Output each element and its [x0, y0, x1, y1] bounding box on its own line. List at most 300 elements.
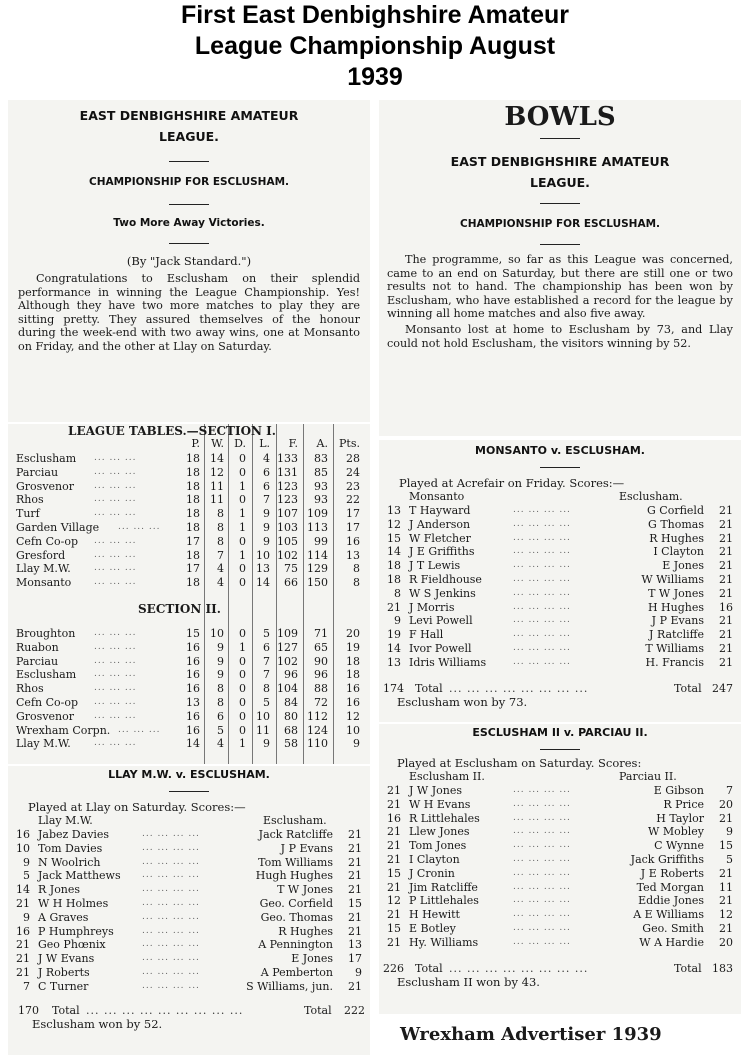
- home-score: 16: [387, 811, 401, 825]
- table-cell: 1: [239, 520, 246, 534]
- team-name: Broughton: [16, 627, 76, 640]
- table-cell: 110: [307, 737, 328, 751]
- home-player: C Turner: [38, 979, 89, 993]
- score-row: 19 F Hall ... ... ... ... J Ratcliffe 21: [379, 628, 741, 642]
- away-player: J P Evans: [280, 841, 333, 855]
- table-cell: 123: [277, 479, 298, 493]
- home-player: J W Jones: [409, 784, 462, 797]
- away-score: 21: [719, 655, 733, 669]
- team-name: Parciau: [16, 465, 59, 479]
- table-cell: 66: [284, 576, 298, 590]
- table-cell: 71: [314, 627, 328, 640]
- table-row: Grosvenor ... ... ... 16 6 0 10 80 112 12: [16, 709, 360, 723]
- score-row: 5 Jack Matthews ... ... ... ... Hugh Hughes 21: [8, 869, 370, 883]
- score-row: 18 R Fieldhouse ... ... ... ... W Williams 21: [379, 573, 741, 587]
- table-cell: 8: [353, 562, 360, 576]
- league-table-header: [8, 437, 370, 451]
- table-cell: 8: [217, 520, 224, 534]
- table-cell: 10: [256, 709, 270, 723]
- table-cell: 114: [307, 548, 328, 562]
- team-name: Ruabon: [16, 640, 59, 654]
- away-player: R Hughes: [649, 531, 704, 545]
- home-score: 12: [387, 894, 401, 908]
- table-cell: 4: [217, 562, 224, 576]
- parciau-home-team: Esclusham II.: [409, 770, 485, 783]
- away-score: 9: [726, 825, 733, 839]
- table-cell: 5: [217, 723, 224, 737]
- table-cell: 105: [277, 534, 298, 548]
- table-cell: 14: [256, 576, 270, 590]
- monsanto-match-clipping: [379, 440, 741, 722]
- table-cell: 18: [186, 493, 200, 507]
- league-tables-clipping: [8, 424, 370, 764]
- away-player: Geo. Smith: [642, 921, 704, 935]
- left-article-clipping: [8, 100, 370, 422]
- home-player: Llew Jones: [409, 825, 470, 839]
- table-cell: 20: [346, 627, 360, 640]
- table-cell: 0: [239, 723, 246, 737]
- team-name: Rhos: [16, 493, 44, 507]
- table-cell: 8: [217, 695, 224, 709]
- table-cell: 8: [217, 507, 224, 521]
- league-tables-title: LEAGUE TABLES.—SECTION I.: [68, 424, 276, 438]
- away-score: 21: [719, 921, 733, 935]
- away-player: G Corfield: [647, 504, 704, 517]
- table-cell: 16: [346, 534, 360, 548]
- away-score: 16: [719, 600, 733, 614]
- table-row: Esclusham ... ... ... 18 14 0 4 133 83 28: [16, 452, 360, 465]
- score-row: 8 W S Jenkins ... ... ... ... T W Jones 21: [379, 587, 741, 601]
- away-player: H. Francis: [645, 655, 704, 669]
- away-player: R Hughes: [278, 924, 333, 938]
- away-player: A Pennington: [258, 938, 333, 952]
- table-cell: 6: [217, 709, 224, 723]
- away-score: 11: [719, 880, 733, 894]
- team-name: Esclusham: [16, 452, 77, 465]
- monsanto-home-team: Monsanto: [409, 490, 465, 503]
- table-header-cell: D.: [234, 437, 246, 450]
- table-cell: 9: [263, 534, 270, 548]
- team-name: Gresford: [16, 548, 66, 562]
- home-score: 21: [387, 839, 401, 853]
- table-cell: 19: [346, 640, 360, 654]
- score-row: 21 W H Holmes ... ... ... ... Geo. Corfield 15: [8, 897, 370, 911]
- home-score: 21: [16, 896, 30, 910]
- away-score: 21: [348, 883, 362, 897]
- home-player: Jack Matthews: [38, 869, 121, 883]
- table-cell: 12: [210, 465, 224, 479]
- away-player: A E Williams: [633, 908, 704, 922]
- score-row: 16 R Littlehales ... ... ... ... H Taylor 21: [379, 812, 741, 826]
- score-row: 13 T Hayward ... ... ... ... G Corfield 21: [379, 504, 741, 518]
- score-row: 12 P Littlehales ... ... ... ... Eddie Jones 21: [379, 894, 741, 908]
- away-player: Hugh Hughes: [255, 869, 333, 883]
- home-player: J Anderson: [409, 517, 471, 531]
- away-score: 21: [348, 828, 362, 841]
- table-cell: 18: [186, 479, 200, 493]
- table-row: Cefn Co-op ... ... ... 13 8 0 5 84 72 16: [16, 695, 360, 709]
- bowls-body: The programme, so far as this League was concerned, came to an end on Saturday, but there are still one or two results not to hand. The championship has been won by Esclusham, who have established a record for the league by winning all home matches and also five away.: [387, 253, 733, 321]
- away-score: 21: [348, 841, 362, 855]
- table-cell: 1: [239, 640, 246, 654]
- home-player: R Jones: [38, 883, 81, 897]
- home-score: 18: [387, 572, 401, 586]
- table-cell: 14: [210, 452, 224, 465]
- table-cell: 124: [307, 723, 328, 737]
- away-player: H Hughes: [647, 600, 704, 614]
- table-row: Cefn Co-op ... ... ... 17 8 0 9 105 99 16: [16, 534, 360, 548]
- away-player: J Ratcliffe: [649, 628, 704, 642]
- table-cell: 90: [314, 654, 328, 668]
- monsanto-score-list: [379, 504, 741, 670]
- away-player: S Williams, jun.: [246, 979, 333, 993]
- home-player: R Fieldhouse: [409, 572, 482, 586]
- home-player: J T Lewis: [409, 559, 461, 573]
- away-player: H Taylor: [656, 811, 704, 825]
- away-score: 21: [719, 572, 733, 586]
- parciau-match-intro: Played at Esclusham on Saturday. Scores:: [397, 756, 642, 770]
- home-score: 21: [16, 952, 30, 966]
- table-cell: 18: [186, 452, 200, 465]
- table-cell: 17: [346, 507, 360, 521]
- table-cell: 15: [186, 627, 200, 640]
- table-cell: 11: [256, 723, 270, 737]
- away-score: 21: [348, 869, 362, 883]
- table-cell: 109: [307, 507, 328, 521]
- table-cell: 9: [263, 737, 270, 751]
- home-player: P Littlehales: [409, 894, 479, 908]
- table-cell: 0: [239, 668, 246, 682]
- home-player: J W Evans: [38, 952, 95, 966]
- section-1-table: [8, 452, 370, 590]
- table-cell: 16: [186, 709, 200, 723]
- table-cell: 0: [239, 465, 246, 479]
- table-row: Rhos ... ... ... 18 11 0 7 123 93 22: [16, 493, 360, 507]
- table-cell: 16: [186, 640, 200, 654]
- bowls-clipping: [379, 100, 741, 436]
- team-name: Grosvenor: [16, 709, 75, 723]
- table-cell: 8: [263, 682, 270, 696]
- away-player: E Jones: [662, 559, 704, 573]
- table-cell: 9: [217, 654, 224, 668]
- score-row: 15 J Cronin ... ... ... ... J E Roberts 21: [379, 867, 741, 881]
- away-score: 21: [719, 894, 733, 908]
- table-row: Ruabon ... ... ... 16 9 1 6 127 65 19: [16, 640, 360, 654]
- table-cell: 88: [314, 682, 328, 696]
- score-row: 21 Llew Jones ... ... ... ... W Mobley 9: [379, 825, 741, 839]
- away-score: 15: [348, 896, 362, 910]
- away-score: 17: [348, 952, 362, 966]
- bowls-body-2: Monsanto lost at home to Esclusham by 73, and Llay could not hold Esclusham, the visitors winning by 52.: [387, 322, 733, 350]
- parciau-match-title: ESCLUSHAM II v. PARCIAU II.: [472, 726, 648, 739]
- score-row: 13 Idris Williams ... ... ... ... H. Francis 21: [379, 656, 741, 670]
- home-player: I Clayton: [409, 852, 460, 866]
- table-cell: 1: [239, 737, 246, 751]
- table-cell: 5: [263, 695, 270, 709]
- home-score: 21: [387, 852, 401, 866]
- table-cell: 18: [186, 520, 200, 534]
- score-row: 15 E Botley ... ... ... ... Geo. Smith 21: [379, 922, 741, 936]
- table-cell: 14: [186, 737, 200, 751]
- llay-home-team: Llay M.W.: [38, 814, 93, 827]
- table-cell: 102: [277, 654, 298, 668]
- table-cell: 113: [307, 520, 328, 534]
- score-row: 18 J T Lewis ... ... ... ... E Jones 21: [379, 559, 741, 573]
- team-name: Turf: [16, 507, 40, 521]
- table-header-cell: P.: [191, 437, 200, 450]
- table-cell: 131: [277, 465, 298, 479]
- score-row: 21 J W Evans ... ... ... ... E Jones 17: [8, 952, 370, 966]
- table-cell: 72: [314, 695, 328, 709]
- table-cell: 6: [263, 479, 270, 493]
- table-cell: 17: [186, 562, 200, 576]
- table-cell: 99: [314, 534, 328, 548]
- away-player: G Thomas: [648, 517, 704, 531]
- score-row: 21 Geo Phœnix ... ... ... ... A Pennington 13: [8, 938, 370, 952]
- away-score: 12: [719, 908, 733, 922]
- home-score: 15: [387, 531, 401, 545]
- llay-result: Esclusham won by 52.: [32, 1017, 163, 1032]
- away-player: W Mobley: [648, 825, 704, 839]
- away-score: 21: [719, 641, 733, 655]
- away-score: 21: [719, 517, 733, 531]
- table-cell: 22: [346, 493, 360, 507]
- table-row: Broughton ... ... ... 15 10 0 5 109 71 20: [16, 627, 360, 640]
- home-player: W H Evans: [409, 797, 471, 811]
- table-cell: 4: [217, 576, 224, 590]
- home-score: 21: [16, 965, 30, 979]
- table-cell: 16: [186, 682, 200, 696]
- away-player: Geo. Corfield: [259, 896, 333, 910]
- table-cell: 1: [239, 548, 246, 562]
- table-cell: 0: [239, 576, 246, 590]
- table-cell: 17: [346, 520, 360, 534]
- score-row: 21 J W Jones ... ... ... ... E Gibson 7: [379, 784, 741, 798]
- page-title-line-1: First East Denbighshire Amateur: [180, 1, 570, 29]
- score-row: 21 Hy. Williams ... ... ... ... W A Hardie 20: [379, 936, 741, 950]
- table-cell: 8: [353, 576, 360, 590]
- score-row: 21 J Roberts ... ... ... ... A Pemberton 9: [8, 966, 370, 980]
- table-row: Garden Village ... ... ... 18 8 1 9 103 113 17: [16, 520, 360, 534]
- team-name: Monsanto: [16, 576, 72, 590]
- away-player: Eddie Jones: [638, 894, 704, 908]
- away-player: W Williams: [641, 572, 704, 586]
- page-title-line-2: League Championship August: [194, 32, 556, 60]
- away-score: 21: [719, 628, 733, 642]
- table-cell: 12: [346, 709, 360, 723]
- home-score: 21: [387, 825, 401, 839]
- table-cell: 103: [277, 520, 298, 534]
- home-player: F Hall: [409, 628, 444, 642]
- table-cell: 68: [284, 723, 298, 737]
- table-cell: 123: [277, 493, 298, 507]
- home-score: 15: [387, 921, 401, 935]
- parciau-away-team: Parciau II.: [619, 770, 677, 783]
- table-cell: 17: [186, 534, 200, 548]
- table-header-cell: Pts.: [339, 437, 360, 450]
- home-score: 14: [387, 641, 401, 655]
- table-cell: 133: [277, 452, 298, 465]
- away-score: 21: [348, 855, 362, 869]
- home-player: Levi Powell: [409, 614, 473, 628]
- bowls-heading: BOWLS: [504, 102, 616, 132]
- table-cell: 0: [239, 682, 246, 696]
- page-title-line-3: 1939: [347, 63, 403, 91]
- home-score: 10: [16, 841, 30, 855]
- home-player: J Cronin: [409, 866, 455, 880]
- home-player: R Littlehales: [409, 811, 480, 825]
- llay-total-row: 170 Total ... ... ... ... ... ... ... ... ... Total 222: [18, 1003, 365, 1017]
- table-cell: 0: [239, 493, 246, 507]
- table-cell: 84: [284, 695, 298, 709]
- table-cell: 0: [239, 452, 246, 465]
- table-cell: 7: [263, 668, 270, 682]
- away-player: Tom Williams: [258, 855, 333, 869]
- away-player: R Price: [663, 797, 704, 811]
- away-score: 21: [719, 531, 733, 545]
- table-cell: 93: [314, 493, 328, 507]
- score-row: 16 P Humphreys ... ... ... ... R Hughes 21: [8, 925, 370, 939]
- team-name: Parciau: [16, 654, 59, 668]
- home-player: J E Griffiths: [409, 545, 475, 559]
- away-player: J E Roberts: [640, 866, 704, 880]
- llay-match-title: LLAY M.W. v. ESCLUSHAM.: [108, 768, 270, 781]
- score-row: 21 Jim Ratcliffe ... ... ... ... Ted Morgan 11: [379, 881, 741, 895]
- score-row: 16 Jabez Davies ... ... ... ... Jack Ratcliffe 21: [8, 828, 370, 842]
- score-row: 9 Levi Powell ... ... ... ... J P Evans 21: [379, 614, 741, 628]
- away-score: 21: [719, 586, 733, 600]
- score-row: 14 Ivor Powell ... ... ... ... T Williams 21: [379, 642, 741, 656]
- away-player: C Wynne: [654, 839, 704, 853]
- home-player: N Woolrich: [38, 855, 101, 869]
- team-name: Garden Village: [16, 520, 100, 534]
- parciau-total-row: 226 Total ... ... ... ... ... ... ... ... Total 183: [383, 961, 733, 975]
- away-score: 20: [719, 935, 733, 949]
- home-score: 13: [387, 504, 401, 517]
- left-championship-heading: CHAMPIONSHIP FOR ESCLUSHAM.: [88, 176, 290, 188]
- llay-away-team: Esclusham.: [263, 814, 327, 827]
- home-score: 21: [387, 908, 401, 922]
- away-score: 21: [719, 811, 733, 825]
- away-score: 21: [348, 979, 362, 993]
- home-player: E Botley: [409, 921, 456, 935]
- table-cell: 16: [346, 695, 360, 709]
- monsanto-result: Esclusham won by 73.: [397, 695, 528, 710]
- table-cell: 112: [307, 709, 328, 723]
- score-row: 9 A Graves ... ... ... ... Geo. Thomas 21: [8, 911, 370, 925]
- table-cell: 107: [277, 507, 298, 521]
- away-player: T W Jones: [277, 883, 333, 897]
- table-row: Esclusham ... ... ... 16 9 0 7 96 96 18: [16, 668, 360, 682]
- table-cell: 85: [314, 465, 328, 479]
- score-row: 21 I Clayton ... ... ... ... Jack Griffiths 5: [379, 853, 741, 867]
- home-score: 21: [387, 797, 401, 811]
- score-row: 15 W Fletcher ... ... ... ... R Hughes 21: [379, 532, 741, 546]
- table-cell: 9: [217, 640, 224, 654]
- home-player: H Hewitt: [409, 908, 460, 922]
- home-player: Geo Phœnix: [38, 938, 106, 952]
- away-score: 20: [719, 797, 733, 811]
- left-article-body: Congratulations to Esclusham on their splendid performance in winning the League Championship. Yes! Although they have two more matches to play they are sitting pretty. They assured themselves of the honour during the week-end with two away wins, one at Monsanto on Friday, and the other at Llay on Saturday.: [18, 272, 360, 353]
- home-score: 21: [387, 935, 401, 949]
- team-name: Wrexham Corpn.: [16, 723, 111, 737]
- score-row: 21 W H Evans ... ... ... ... R Price 20: [379, 798, 741, 812]
- away-score: 21: [719, 545, 733, 559]
- home-player: J Morris: [409, 600, 455, 614]
- table-cell: 13: [186, 695, 200, 709]
- table-cell: 16: [346, 682, 360, 696]
- table-cell: 7: [263, 654, 270, 668]
- away-score: 9: [355, 965, 362, 979]
- table-cell: 5: [263, 627, 270, 640]
- away-score: 21: [719, 559, 733, 573]
- table-cell: 13: [256, 562, 270, 576]
- home-player: Idris Williams: [409, 655, 487, 669]
- home-score: 9: [394, 614, 401, 628]
- home-player: J Roberts: [38, 965, 90, 979]
- score-row: 7 C Turner ... ... ... ... S Williams, jun. 21: [8, 980, 370, 994]
- team-name: Llay M.W.: [16, 562, 71, 576]
- away-player: I Clayton: [653, 545, 704, 559]
- home-score: 19: [387, 628, 401, 642]
- home-score: 12: [387, 517, 401, 531]
- section-2-title: SECTION II.: [138, 602, 221, 616]
- table-row: Gresford ... ... ... 18 7 1 10 102 114 13: [16, 548, 360, 562]
- team-name: Esclusham: [16, 668, 77, 682]
- away-score: 21: [348, 924, 362, 938]
- table-row: Turf ... ... ... 18 8 1 9 107 109 17: [16, 507, 360, 521]
- table-cell: 18: [346, 668, 360, 682]
- away-score: 21: [719, 504, 733, 517]
- table-cell: 18: [186, 576, 200, 590]
- score-row: 9 N Woolrich ... ... ... ... Tom Williams 21: [8, 856, 370, 870]
- source-caption: Wrexham Advertiser 1939: [400, 1024, 662, 1045]
- table-cell: 0: [239, 534, 246, 548]
- table-cell: 75: [284, 562, 298, 576]
- table-cell: 96: [284, 668, 298, 682]
- score-row: 14 R Jones ... ... ... ... T W Jones 21: [8, 883, 370, 897]
- table-cell: 10: [256, 548, 270, 562]
- table-cell: 8: [217, 682, 224, 696]
- table-cell: 10: [210, 627, 224, 640]
- team-name: Grosvenor: [16, 479, 75, 493]
- bowls-championship-heading: CHAMPIONSHIP FOR ESCLUSHAM.: [459, 218, 661, 230]
- table-cell: 18: [186, 507, 200, 521]
- team-name: Cefn Co-op: [16, 534, 78, 548]
- home-score: 5: [23, 869, 30, 883]
- away-score: 21: [719, 614, 733, 628]
- table-cell: 1: [239, 479, 246, 493]
- score-row: 21 Tom Jones ... ... ... ... C Wynne 15: [379, 839, 741, 853]
- table-cell: 0: [239, 654, 246, 668]
- table-cell: 13: [346, 548, 360, 562]
- table-cell: 102: [277, 548, 298, 562]
- home-score: 21: [387, 784, 401, 797]
- table-cell: 16: [186, 723, 200, 737]
- table-cell: 18: [186, 465, 200, 479]
- team-name: Llay M.W.: [16, 737, 71, 751]
- table-cell: 9: [263, 520, 270, 534]
- table-cell: 58: [284, 737, 298, 751]
- home-player: P Humphreys: [38, 924, 114, 938]
- table-cell: 6: [263, 640, 270, 654]
- byline: (By "Jack Standard."): [126, 254, 252, 268]
- home-player: W H Holmes: [38, 896, 109, 910]
- away-player: Geo. Thomas: [260, 910, 333, 924]
- llay-match-intro: Played at Llay on Saturday. Scores:—: [28, 800, 246, 814]
- table-cell: 28: [346, 452, 360, 465]
- table-cell: 9: [263, 507, 270, 521]
